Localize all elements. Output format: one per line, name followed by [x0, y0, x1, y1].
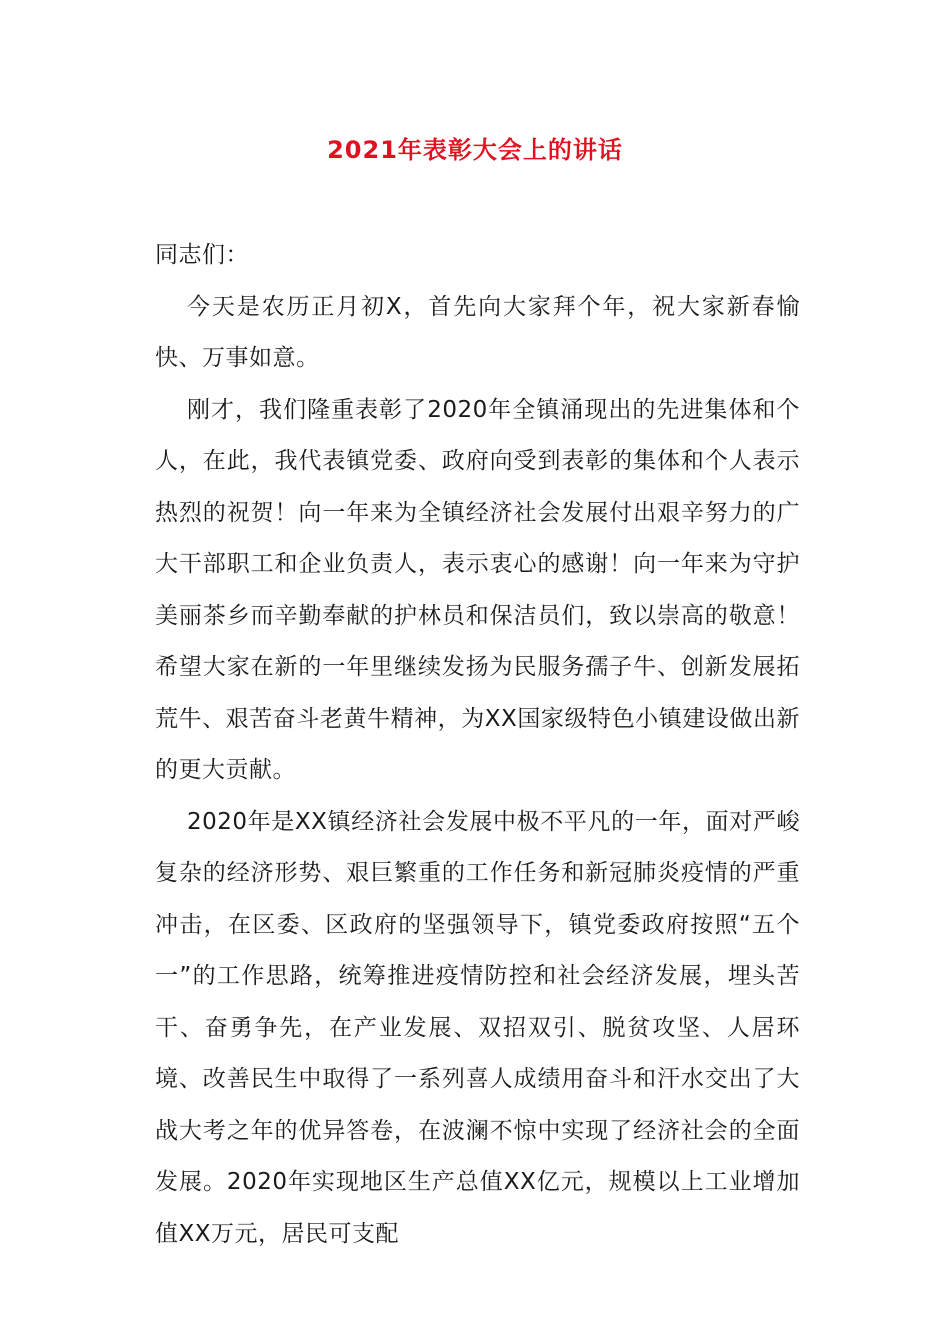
document-title: 2021年表彰大会上的讲话: [327, 136, 623, 164]
paragraph-1: 今天是农历正月初X，首先向大家拜个年，祝大家新春愉快、万事如意。: [155, 293, 800, 371]
paragraph-2: 刚才，我们隆重表彰了2020年全镇涌现出的先进集体和个人，在此，我代表镇党委、政府向受到表彰的集体和个人表示热烈的祝贺！向一年来为全镇经济社会发展付出艰辛努力的广大干部职工和企业负责人，表示衷心的感谢！向一年来为守护美丽茶乡而辛勤奉献的护林员和保洁员们，致以崇高的敬意！希望大家在新的一年里继续发扬为民服务孺子牛、创新发展拓荒牛、艰苦奋斗老黄牛精神，为XX国家级特色小镇建设做出新的更大贡献。: [155, 396, 800, 783]
paragraph-3: 2020年是XX镇经济社会发展中极不平凡的一年，面对严峻复杂的经济形势、艰巨繁重的工作任务和新冠肺炎疫情的严重冲击，在区委、区政府的坚强领导下，镇党委政府按照“五个一”的工作思路，统筹推进疫情防控和社会经济发展，埋头苦干、奋勇争先，在产业发展、双招双引、脱贫攻坚、人居环境、改善民生中取得了一系列喜人成绩用奋斗和汗水交出了大战大考之年的优异答卷，在波澜不惊中实现了经济社会的全面发展。2020年实现地区生产总值XX亿元，规模以上工业增加值XX万元，居民可支配: [155, 808, 800, 1247]
document-body: [155, 230, 800, 1260]
salutation: 同志们：: [155, 242, 249, 268]
